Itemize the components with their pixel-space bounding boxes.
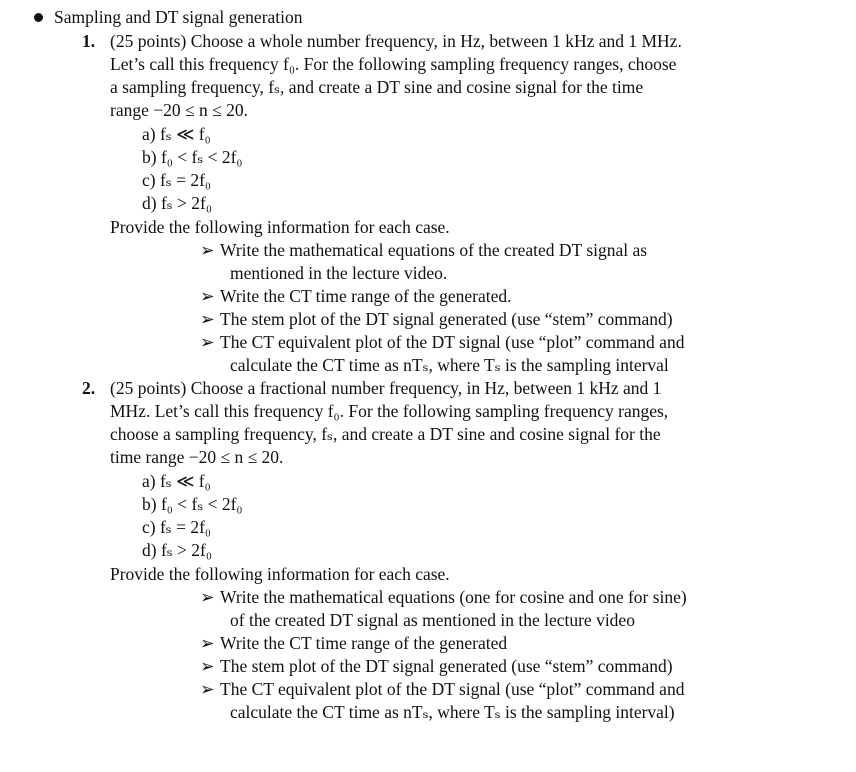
q2-item-4-text: The CT equivalent plot of the DT signal (use “plot” command and — [220, 679, 685, 699]
q2-line-4: time range −20 ≤ n ≤ 20. — [110, 447, 284, 467]
q2-option-c: c) fₛ = 2f₀ — [142, 517, 211, 537]
q2-item-2 — [200, 632, 507, 654]
q2-item-2-text: Write the CT time range of the generated — [220, 633, 508, 653]
section-bullet — [34, 13, 43, 22]
q2-item-1 — [200, 586, 687, 608]
q1-line-3: a sampling frequency, fₛ, and create a DT sine and cosine signal for the time — [110, 77, 644, 97]
q1-item-1-text: Write the mathematical equations of the created DT signal as — [220, 240, 648, 260]
arrow-bullet-icon: ➢ — [200, 332, 215, 352]
arrow-bullet-icon: ➢ — [200, 309, 215, 329]
q1-line-4: range −20 ≤ n ≤ 20. — [110, 100, 248, 120]
arrow-bullet-icon: ➢ — [200, 240, 215, 260]
q1-line-1: (25 points) Choose a whole number frequency, in Hz, between 1 kHz and 1 MHz. — [110, 31, 682, 51]
q1-item-3-text: The stem plot of the DT signal generated (use “stem” command) — [220, 309, 673, 329]
q1-number: 1. — [82, 31, 96, 51]
q2-option-d: d) fₛ > 2f₀ — [142, 540, 212, 560]
q2-item-4 — [200, 678, 684, 700]
q2-item-1-cont: of the created DT signal as mentioned in the lecture video — [230, 610, 635, 630]
arrow-bullet-icon: ➢ — [200, 286, 215, 306]
q1-option-a: a) fₛ ≪ f₀ — [142, 124, 211, 144]
q1-item-1-cont: mentioned in the lecture video. — [230, 263, 448, 283]
q1-provide: Provide the following information for each case. — [110, 217, 450, 237]
q2-item-3 — [200, 655, 673, 677]
arrow-bullet-icon: ➢ — [200, 656, 215, 676]
q2-line-3: choose a sampling frequency, fₛ, and create a DT sine and cosine signal for the — [110, 424, 661, 444]
q2-option-a: a) fₛ ≪ f₀ — [142, 471, 211, 491]
q1-option-c: c) fₛ = 2f₀ — [142, 170, 211, 190]
arrow-bullet-icon: ➢ — [200, 633, 215, 653]
q1-option-d: d) fₛ > 2f₀ — [142, 193, 212, 213]
q1-item-4 — [200, 331, 684, 353]
q1-line-2: Let’s call this frequency f₀. For the following sampling frequency ranges, choose — [110, 54, 677, 74]
q1-item-2-text: Write the CT time range of the generated. — [220, 286, 512, 306]
q1-item-2 — [200, 285, 512, 307]
arrow-bullet-icon: ➢ — [200, 587, 215, 607]
arrow-bullet-icon: ➢ — [200, 679, 215, 699]
q2-line-2: MHz. Let’s call this frequency f₀. For the following sampling frequency ranges, — [110, 401, 669, 421]
q2-option-b: b) f₀ < fₛ < 2f₀ — [142, 494, 243, 514]
q1-item-4-cont: calculate the CT time as nTₛ, where Tₛ is the sampling interval — [230, 355, 669, 375]
q2-number: 2. — [82, 378, 96, 398]
q2-line-1: (25 points) Choose a fractional number frequency, in Hz, between 1 kHz and 1 — [110, 378, 662, 398]
q1-item-4-text: The CT equivalent plot of the DT signal (use “plot” command and — [220, 332, 685, 352]
q1-item-3 — [200, 308, 673, 330]
q1-option-b: b) f₀ < fₛ < 2f₀ — [142, 147, 243, 167]
q1-item-1 — [200, 239, 647, 261]
q2-item-3-text: The stem plot of the DT signal generated (use “stem” command) — [220, 656, 673, 676]
q2-provide: Provide the following information for each case. — [110, 564, 450, 584]
section-title: Sampling and DT signal generation — [54, 7, 303, 27]
q2-item-4-cont: calculate the CT time as nTₛ, where Tₛ is the sampling interval) — [230, 702, 675, 722]
q2-item-1-text: Write the mathematical equations (one for cosine and one for sine) — [220, 587, 687, 607]
